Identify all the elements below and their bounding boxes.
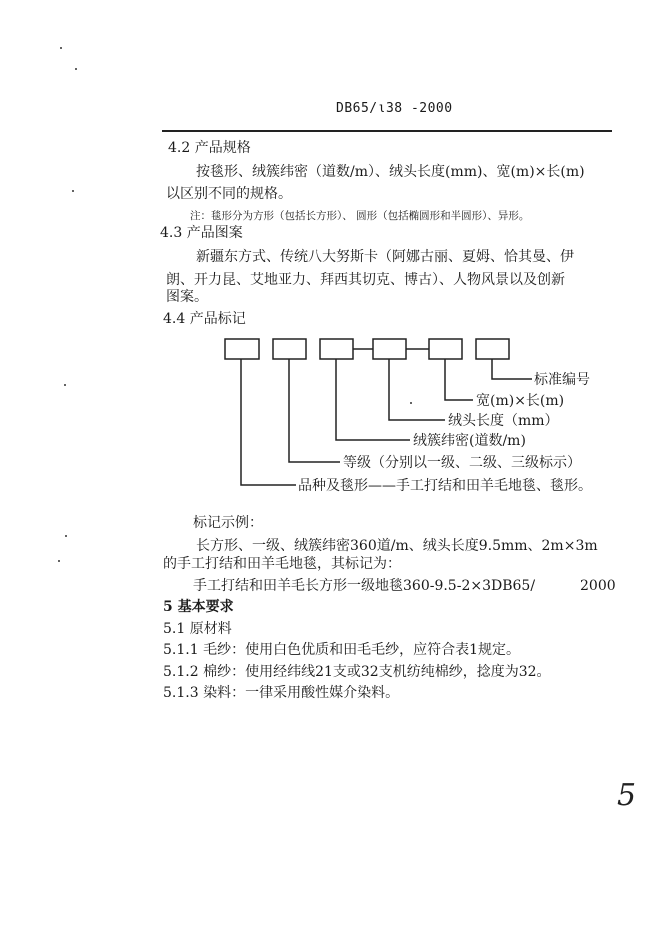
- box-size: [429, 339, 462, 359]
- label-size: 宽(m)×长(m): [476, 393, 565, 409]
- example-line-1: 长方形、一级、绒簇纬密360道/m、绒头长度9.5mm、2m×3m: [196, 538, 598, 554]
- leader-standard-no: [492, 359, 532, 379]
- box-product-type: [225, 339, 259, 359]
- section-4-3-heading: 4.3 产品图案: [160, 225, 243, 241]
- section-5-1-3: 5.1.3 染料：一律采用酸性媒介染料。: [163, 685, 400, 701]
- label-grade: 等级（分别以一级、二级、三级标示）: [343, 455, 581, 471]
- example-title: 标记示例：: [193, 515, 263, 531]
- scan-speck: [65, 535, 67, 537]
- leader-grade: [289, 359, 340, 462]
- box-standard-no: [476, 339, 509, 359]
- box-grade: [273, 339, 306, 359]
- leader-pile-length: [389, 359, 445, 420]
- scan-speck: [72, 190, 74, 192]
- example-year: 2000: [580, 578, 616, 594]
- section-4-3-line-1: 新疆东方式、传统八大努斯卡（阿娜古丽、夏姆、恰其曼、伊: [196, 249, 574, 265]
- section-4-2-heading: 4.2 产品规格: [168, 140, 251, 156]
- label-pile-length: 绒头长度（mm）: [448, 413, 559, 429]
- box-pile-length: [373, 339, 406, 359]
- section-4-2-note: 注：毯形分为方形（包括长方形）、 圆形（包括椭圆形和半圆形）、异形。: [190, 210, 530, 222]
- label-standard-no: 标准编号: [534, 372, 590, 388]
- box-pile-density: [320, 339, 353, 359]
- leader-pile-density: [336, 359, 410, 440]
- section-4-3-line-3: 图案。: [166, 289, 208, 305]
- label-product-type: 品种及毯形——手工打结和田羊毛地毯、毯形。: [298, 478, 592, 494]
- section-5-1-2: 5.1.2 棉纱：使用经纬线21支或32支机纺纯棉纱，捻度为32。: [163, 664, 551, 680]
- section-5-1: 5.1 原材料: [163, 621, 232, 637]
- label-pile-density: 绒簇纬密(道数/m): [413, 433, 526, 449]
- section-4-4-heading: 4.4 产品标记: [163, 311, 246, 327]
- example-line-2: 的手工打结和田羊毛地毯，其标记为：: [163, 556, 401, 572]
- scan-speck: [410, 402, 412, 404]
- scan-speck: [75, 68, 77, 70]
- section-5-heading: 5 基本要求: [163, 599, 234, 615]
- section-4-2-line-2: 以区别不同的规格。: [166, 186, 292, 202]
- page-number-mark: 5: [617, 778, 637, 813]
- scan-speck: [60, 47, 62, 49]
- scan-speck: [58, 560, 60, 562]
- leader-size: [445, 359, 473, 400]
- section-4-2-line-1: 按毯形、绒簇纬密（道数/m）、绒头长度(mm)、宽(m)×长(m): [196, 164, 585, 180]
- leader-product-type: [241, 359, 296, 485]
- document-code: DB65/ι38 -2000: [336, 101, 453, 116]
- section-4-3-line-2: 朗、开力昆、艾地亚力、拜西其切克、博古）、人物风景以及创新: [166, 272, 565, 288]
- example-line-3: 手工打结和田羊毛长方形一级地毯360-9.5-2×3DB65/: [193, 578, 536, 594]
- scan-speck: [64, 384, 66, 386]
- section-5-1-1: 5.1.1 毛纱：使用白色优质和田毛毛纱，应符合表1规定。: [163, 642, 520, 658]
